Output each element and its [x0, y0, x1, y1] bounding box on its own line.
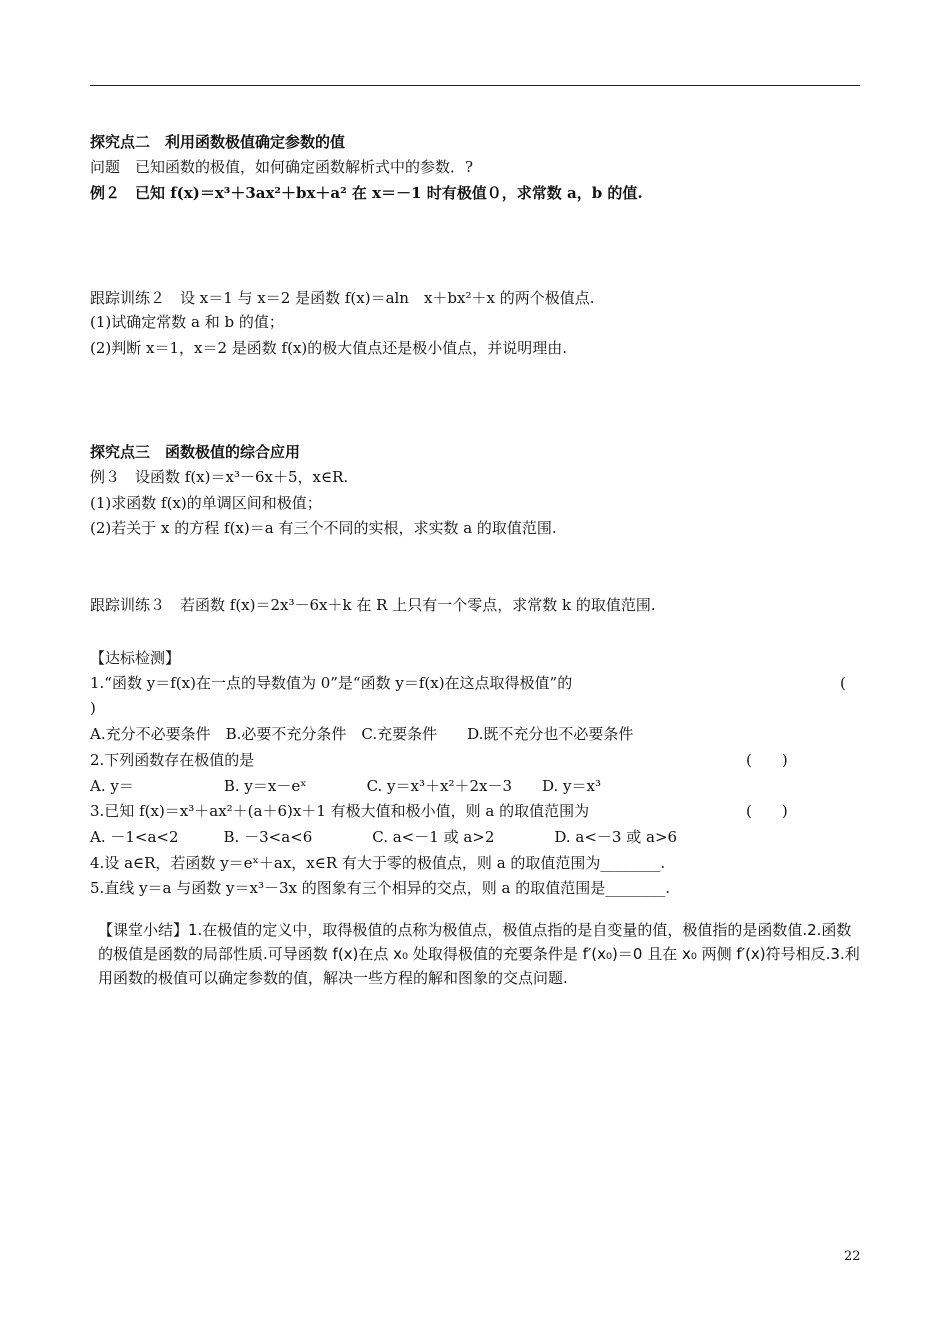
training2-line2: (1)试确定常数 a 和 b 的值；: [90, 313, 284, 331]
example3-part1: (1)求函数 f(x)的单调区间和极值；: [90, 494, 322, 512]
check-q4: 4.设 a∈R，若函数 y＝eˣ＋ax，x∈R 有大于零的极值点，则 a 的取值范围为________.: [90, 854, 666, 872]
check-q3: 3.已知 f(x)＝x³＋ax²＋(a＋6)x＋1 有极大值和极小值，则 a 的取值范围为: [90, 802, 590, 820]
header-rule: [90, 85, 860, 86]
training2-line1: 跟踪训练２ 设 x＝1 与 x＝2 是函数 f(x)＝aln x＋bx²＋x 的两个极值点.: [90, 289, 595, 307]
section3-heading: 探究点三 函数极值的综合应用: [90, 443, 301, 461]
check-q1-paren-open: (: [840, 674, 846, 692]
check-q2: 2.下列函数存在极值的是: [90, 751, 255, 769]
example3: 例３ 设函数 f(x)＝x³－6x＋5，x∈R.: [90, 468, 349, 486]
check-q1: 1.“函数 y＝f(x)在一点的导数值为 0”是“函数 y＝f(x)在这点取得极值”的: [90, 674, 573, 692]
section2-question: 问题 已知函数的极值，如何确定函数解析式中的参数．?: [90, 158, 474, 176]
check-heading: 【达标检测】: [90, 649, 181, 667]
training3-line1: 跟踪训练３ 若函数 f(x)＝2x³－6x＋k 在 R 上只有一个零点，求常数 k 的取值范围.: [90, 596, 656, 614]
example3-part2: (2)若关于 x 的方程 f(x)＝a 有三个不同的实根，求实数 a 的取值范围.: [90, 519, 557, 537]
example2: 例２ 已知 f(x)＝x³＋3ax²＋bx＋a² 在 x＝－1 时有极值０，求常数 a，b 的值.: [90, 184, 643, 202]
check-q2-paren: ( ): [746, 751, 788, 769]
lesson-summary: 【课堂小结】1.在极值的定义中，取得极值的点称为极值点，极值点指的是自变量的值，极值指的是函数值.2.函数的极值是函数的局部性质.可导函数 f(x)在点 x₀ 处取得极值的充要条件是 f′(x₀)＝0 且在 x₀ 两侧 f′(x)符号相反.3.利用函数的极值可以确定参数的值，解决一些方程的解和图象的交点问题.: [98, 921, 860, 987]
page-number: 22: [844, 1249, 861, 1264]
check-q3-paren: ( ): [746, 802, 788, 820]
section2-heading: 探究点二 利用函数极值确定参数的值: [90, 133, 346, 151]
check-q2-options: A. y＝ B. y＝x－eˣ C. y＝x³＋x²＋2x－3 D. y＝x³: [90, 777, 601, 795]
check-q3-options: A. －1<a<2 B. －3<a<6 C. a<－1 或 a>2 D. a<－3 或 a>6: [90, 828, 678, 846]
training2-line3: (2)判断 x＝1，x＝2 是函数 f(x)的极大值点还是极小值点，并说明理由.: [90, 339, 568, 357]
check-q1-paren-close: ): [90, 699, 96, 717]
check-q5: 5.直线 y＝a 与函数 y＝x³－3x 的图象有三个相异的交点，则 a 的取值范围是________.: [90, 879, 671, 897]
check-q1-options: A.充分不必要条件 B.必要不充分条件 C.充要条件 D.既不充分也不必要条件: [90, 725, 634, 743]
